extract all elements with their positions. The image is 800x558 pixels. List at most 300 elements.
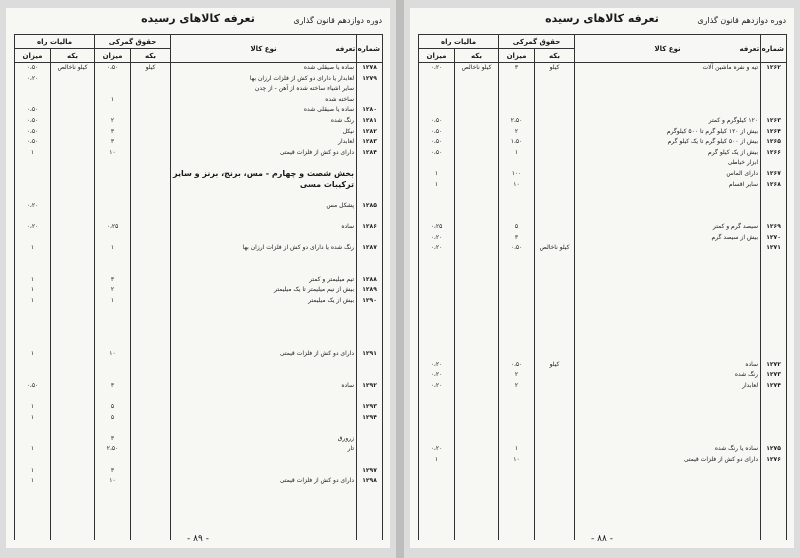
- col-road-value: میزان: [15, 49, 51, 63]
- table-row: [15, 466, 383, 477]
- table-row: [419, 127, 787, 138]
- road-tax-unit: [51, 455, 95, 466]
- tariff-code: [761, 402, 787, 413]
- table-row: [419, 74, 787, 85]
- item-description: [171, 455, 357, 466]
- customs-unit: [535, 296, 575, 307]
- table-row: [419, 360, 787, 371]
- tariff-code: [357, 190, 383, 201]
- table-row: [15, 402, 383, 413]
- customs-unit: [535, 476, 575, 487]
- customs-value: ۳: [499, 63, 535, 74]
- item-description: [575, 338, 761, 349]
- table-row: [15, 444, 383, 455]
- page-title: تعرفه کالاهای رسیده: [545, 12, 659, 25]
- road-tax-value: ۱: [15, 413, 51, 424]
- tariff-code: [357, 328, 383, 339]
- tariff-code: ۱۲۹۴: [357, 413, 383, 424]
- table-row: [15, 243, 383, 254]
- customs-unit: [131, 307, 171, 318]
- item-description: تیم میلیمتر و کمتر: [171, 275, 357, 286]
- item-description: [171, 338, 357, 349]
- table-row: [419, 296, 787, 307]
- table-row: [15, 211, 383, 222]
- table-row: [15, 476, 383, 487]
- road-tax-value: [419, 497, 455, 508]
- book-title: دوره دوازدهم قانون گذاری: [697, 16, 786, 25]
- customs-unit: [131, 254, 171, 265]
- table-row: [15, 413, 383, 424]
- customs-value: [95, 169, 131, 180]
- road-tax-unit: [51, 413, 95, 424]
- road-tax-value: ۱: [15, 285, 51, 296]
- tariff-code: [357, 391, 383, 402]
- tariff-code: [357, 233, 383, 244]
- col-customs: حقوق گمرکی: [95, 35, 171, 49]
- customs-unit: [535, 275, 575, 286]
- road-tax-value: [15, 307, 51, 318]
- customs-unit: [535, 211, 575, 222]
- tariff-code: ۱۲۹۸: [357, 476, 383, 487]
- road-tax-value: [15, 233, 51, 244]
- customs-unit: [131, 317, 171, 328]
- tariff-code: ۱۲۷۶: [761, 455, 787, 466]
- customs-value: [95, 190, 131, 201]
- customs-unit: [535, 349, 575, 360]
- road-tax-unit: [51, 476, 95, 487]
- item-description: ساده یا صیقلی شده: [171, 105, 357, 116]
- road-tax-value: [419, 423, 455, 434]
- tariff-code: ۱۲۷۰: [761, 233, 787, 244]
- road-tax-value: ۰،۵۰: [15, 381, 51, 392]
- customs-unit: [131, 116, 171, 127]
- customs-unit: [131, 402, 171, 413]
- item-description: دارای دو کش از فلزات قیمتی: [171, 476, 357, 487]
- table-row: [15, 254, 383, 265]
- table-row: [15, 381, 383, 392]
- col-customs-unit: بکه: [131, 49, 171, 63]
- road-tax-value: [15, 190, 51, 201]
- item-description: [575, 285, 761, 296]
- table-row: [15, 84, 383, 95]
- item-description: ابزار خیاطی: [575, 158, 761, 169]
- customs-value: [499, 508, 535, 519]
- item-description: رنگ شده: [575, 370, 761, 381]
- road-tax-value: [419, 190, 455, 201]
- road-tax-unit: [51, 402, 95, 413]
- tariff-code: [761, 275, 787, 286]
- road-tax-unit: [51, 275, 95, 286]
- customs-unit: کیلو ناخالص: [535, 243, 575, 254]
- customs-unit: [131, 391, 171, 402]
- table-row: [15, 423, 383, 434]
- item-description: [575, 508, 761, 519]
- tariff-code: [357, 254, 383, 265]
- road-tax-value: [15, 508, 51, 519]
- item-description: [575, 519, 761, 530]
- customs-value: ۲،۵۰: [499, 116, 535, 127]
- customs-value: [95, 264, 131, 275]
- customs-value: ۱: [95, 95, 131, 106]
- road-tax-value: ۰،۵۰: [419, 116, 455, 127]
- customs-unit: [535, 444, 575, 455]
- customs-unit: [535, 487, 575, 498]
- tariff-code: [357, 360, 383, 371]
- col-road: مالیات راه: [15, 35, 95, 49]
- item-description: [575, 105, 761, 116]
- item-description: [575, 434, 761, 445]
- table-row: [15, 338, 383, 349]
- table-row: [419, 158, 787, 169]
- road-tax-value: [419, 338, 455, 349]
- tariff-body-left: [15, 63, 383, 540]
- road-tax-unit: [51, 74, 95, 85]
- road-tax-value: ۰،۲۰: [419, 381, 455, 392]
- customs-unit: [131, 105, 171, 116]
- customs-value: [499, 402, 535, 413]
- road-tax-value: ۱: [15, 148, 51, 159]
- customs-unit: [131, 455, 171, 466]
- item-description: ساده: [171, 222, 357, 233]
- tariff-code: ۱۲۹۱: [357, 349, 383, 360]
- customs-value: ۲: [499, 381, 535, 392]
- tariff-code: ۱۲۸۸: [357, 275, 383, 286]
- item-description: دارای دو کش از فلزات قیمتی: [171, 148, 357, 159]
- customs-value: [499, 413, 535, 424]
- tariff-code: [761, 285, 787, 296]
- col-customs-unit: بکه: [535, 49, 575, 63]
- table-row: [15, 105, 383, 116]
- item-description: [171, 264, 357, 275]
- tariff-code: ۱۲۹۷: [357, 466, 383, 477]
- item-description: [171, 307, 357, 318]
- page-number: - ۸۹ -: [187, 534, 209, 544]
- road-tax-unit: [455, 307, 499, 318]
- tariff-code: [761, 84, 787, 95]
- item-description: [171, 402, 357, 413]
- item-description: نیکل: [171, 127, 357, 138]
- road-tax-value: ۰،۵۰: [15, 116, 51, 127]
- table-row: [15, 74, 383, 85]
- table-row: [15, 307, 383, 318]
- customs-value: ۳: [95, 137, 131, 148]
- table-row: [15, 487, 383, 498]
- customs-value: [499, 423, 535, 434]
- tariff-code: ۱۲۶۸: [761, 180, 787, 191]
- customs-unit: [535, 381, 575, 392]
- road-tax-value: [15, 455, 51, 466]
- customs-unit: [535, 201, 575, 212]
- item-description: سیصد گرم و کمتر: [575, 222, 761, 233]
- road-tax-unit: [455, 74, 499, 85]
- tariff-code: ۱۲۶۴: [761, 127, 787, 138]
- road-tax-value: ۱: [15, 444, 51, 455]
- tariff-table-left: [14, 34, 383, 540]
- road-tax-unit: [51, 508, 95, 519]
- item-description: [171, 497, 357, 508]
- customs-value: ۳: [95, 381, 131, 392]
- road-tax-unit: [51, 211, 95, 222]
- table-row: [419, 370, 787, 381]
- customs-value: ۲: [499, 127, 535, 138]
- tariff-code: ۱۲۷۸: [357, 63, 383, 74]
- customs-value: [499, 84, 535, 95]
- table-row: [419, 317, 787, 328]
- road-tax-value: ۰،۲۰: [419, 444, 455, 455]
- road-tax-unit: [51, 338, 95, 349]
- road-tax-value: ۱: [15, 275, 51, 286]
- tariff-code: [761, 74, 787, 85]
- tariff-code: ۱۲۸۷: [357, 243, 383, 254]
- road-tax-unit: [455, 211, 499, 222]
- road-tax-value: [419, 201, 455, 212]
- customs-value: [95, 254, 131, 265]
- road-tax-value: [419, 307, 455, 318]
- customs-unit: کیلو: [131, 63, 171, 74]
- item-description: [171, 317, 357, 328]
- item-description: سایر اقسام: [575, 180, 761, 191]
- road-tax-unit: [455, 328, 499, 339]
- customs-value: [499, 434, 535, 445]
- road-tax-unit: [51, 158, 95, 169]
- item-description: ۱۲۰ کیلوگرم و کمتر: [575, 116, 761, 127]
- item-description: ساده یا صیقلی شده: [171, 63, 357, 74]
- customs-unit: [535, 169, 575, 180]
- customs-value: [499, 190, 535, 201]
- tariff-code: [357, 338, 383, 349]
- customs-value: [95, 105, 131, 116]
- item-description: [575, 391, 761, 402]
- road-tax-value: ۰،۲۰: [15, 222, 51, 233]
- customs-unit: [131, 264, 171, 275]
- item-description: [575, 307, 761, 318]
- item-description: بیش از یک میلیمتر: [171, 296, 357, 307]
- road-tax-unit: [51, 317, 95, 328]
- road-tax-value: ۰،۲۰: [419, 370, 455, 381]
- road-tax-value: ۱: [15, 243, 51, 254]
- table-row: [419, 338, 787, 349]
- customs-unit: [131, 487, 171, 498]
- road-tax-unit: [51, 391, 95, 402]
- customs-value: [95, 211, 131, 222]
- customs-unit: [131, 148, 171, 159]
- tariff-code: ۱۲۶۹: [761, 222, 787, 233]
- section-heading-row: [15, 169, 383, 180]
- table-row: [15, 455, 383, 466]
- table-row: [15, 328, 383, 339]
- customs-unit: [131, 413, 171, 424]
- tariff-code: ۱۲۸۶: [357, 222, 383, 233]
- customs-value: ۲: [499, 370, 535, 381]
- customs-unit: [535, 508, 575, 519]
- road-tax-unit: [51, 95, 95, 106]
- customs-unit: [131, 444, 171, 455]
- customs-unit: [131, 434, 171, 445]
- table-row: [419, 476, 787, 487]
- road-tax-value: [419, 211, 455, 222]
- customs-value: [95, 497, 131, 508]
- road-tax-value: ۱: [15, 349, 51, 360]
- road-tax-unit: [455, 360, 499, 371]
- road-tax-unit: [455, 285, 499, 296]
- road-tax-value: [15, 169, 51, 180]
- table-row: [419, 84, 787, 95]
- tariff-code: [357, 519, 383, 530]
- road-tax-value: [15, 317, 51, 328]
- table-row: [419, 63, 787, 74]
- table-row: [419, 487, 787, 498]
- road-tax-unit: [455, 413, 499, 424]
- tariff-code: [761, 105, 787, 116]
- item-description: [171, 360, 357, 371]
- road-tax-value: [419, 158, 455, 169]
- customs-unit: [131, 84, 171, 95]
- item-description: [575, 317, 761, 328]
- road-tax-value: [419, 349, 455, 360]
- col-customs-value: میزان: [95, 49, 131, 63]
- tariff-code: ۱۲۷۲: [761, 360, 787, 371]
- road-tax-unit: [51, 370, 95, 381]
- road-tax-unit: [51, 328, 95, 339]
- road-tax-value: [419, 434, 455, 445]
- customs-value: ۵: [95, 402, 131, 413]
- customs-value: ۱۰: [95, 349, 131, 360]
- road-tax-unit: [455, 254, 499, 265]
- road-tax-value: ۰،۲۵: [419, 222, 455, 233]
- road-tax-unit: [51, 137, 95, 148]
- customs-unit: [131, 243, 171, 254]
- customs-unit: [535, 127, 575, 138]
- tariff-code: [761, 466, 787, 477]
- item-description: [575, 423, 761, 434]
- item-description: [171, 211, 357, 222]
- customs-unit: [131, 137, 171, 148]
- item-description: [575, 264, 761, 275]
- customs-unit: [535, 116, 575, 127]
- table-row: [15, 190, 383, 201]
- road-tax-value: ۱: [15, 296, 51, 307]
- table-row: [419, 413, 787, 424]
- table-row: [419, 466, 787, 477]
- road-tax-value: ۱: [15, 476, 51, 487]
- item-description: [575, 296, 761, 307]
- road-tax-value: ۰،۵۰: [419, 148, 455, 159]
- tariff-code: ۱۲۹۳: [357, 402, 383, 413]
- customs-unit: [535, 423, 575, 434]
- customs-value: ۰،۵۰: [499, 360, 535, 371]
- table-row: [15, 360, 383, 371]
- item-description: [575, 402, 761, 413]
- customs-unit: [131, 285, 171, 296]
- table-row: [15, 285, 383, 296]
- tariff-code: ۱۲۶۶: [761, 148, 787, 159]
- item-description: [575, 74, 761, 85]
- table-row: [15, 95, 383, 106]
- road-tax-unit: [455, 127, 499, 138]
- road-tax-unit: [51, 105, 95, 116]
- road-tax-unit: [455, 84, 499, 95]
- customs-unit: [535, 328, 575, 339]
- section-heading-row: [15, 180, 383, 191]
- customs-value: ۲: [95, 285, 131, 296]
- tariff-code: [761, 413, 787, 424]
- table-row: [419, 497, 787, 508]
- customs-unit: [535, 190, 575, 201]
- customs-value: [499, 338, 535, 349]
- road-tax-value: [419, 519, 455, 530]
- road-tax-unit: [51, 349, 95, 360]
- customs-value: [95, 201, 131, 212]
- road-tax-unit: [51, 487, 95, 498]
- table-row: [15, 370, 383, 381]
- road-tax-value: [15, 360, 51, 371]
- road-tax-unit: [455, 95, 499, 106]
- road-tax-value: [15, 95, 51, 106]
- customs-unit: [131, 169, 171, 180]
- road-tax-value: ۰،۲۰: [419, 63, 455, 74]
- road-tax-unit: [455, 275, 499, 286]
- col-road-unit: بکه: [51, 49, 95, 63]
- customs-value: [499, 349, 535, 360]
- customs-unit: کیلو: [535, 360, 575, 371]
- table-row: [15, 127, 383, 138]
- tariff-code: [761, 190, 787, 201]
- customs-unit: [131, 328, 171, 339]
- table-row: [419, 307, 787, 318]
- customs-unit: [131, 476, 171, 487]
- customs-value: ۱: [499, 444, 535, 455]
- road-tax-value: ۰،۲۰: [15, 74, 51, 85]
- road-tax-unit: [51, 116, 95, 127]
- table-row: [419, 508, 787, 519]
- right-page: [410, 8, 794, 548]
- item-description: [171, 466, 357, 477]
- road-tax-unit: [455, 519, 499, 530]
- item-description: تار: [171, 444, 357, 455]
- road-tax-unit: [455, 169, 499, 180]
- customs-value: [95, 370, 131, 381]
- table-row: [419, 391, 787, 402]
- tariff-code: ۱۲۶۷: [761, 169, 787, 180]
- customs-value: [95, 423, 131, 434]
- customs-value: [499, 466, 535, 477]
- customs-value: [95, 391, 131, 402]
- road-tax-unit: [455, 264, 499, 275]
- customs-value: [499, 487, 535, 498]
- customs-value: [95, 338, 131, 349]
- road-tax-value: ۰،۲۰: [419, 360, 455, 371]
- customs-value: [95, 180, 131, 191]
- road-tax-unit: [455, 296, 499, 307]
- road-tax-value: [419, 413, 455, 424]
- tariff-code: [761, 338, 787, 349]
- road-tax-unit: [455, 105, 499, 116]
- item-description: تیه و نفره ماشین آلات: [575, 63, 761, 74]
- road-tax-unit: [455, 476, 499, 487]
- tariff-code: ۱۲۸۳: [357, 137, 383, 148]
- tariff-code: [357, 455, 383, 466]
- tariff-code: [761, 423, 787, 434]
- customs-unit: [131, 222, 171, 233]
- road-tax-unit: [455, 391, 499, 402]
- road-tax-unit: [51, 434, 95, 445]
- tariff-code: [761, 254, 787, 265]
- table-row: [419, 95, 787, 106]
- item-description: [171, 413, 357, 424]
- col-code: شماره تعرفه: [357, 35, 383, 63]
- road-tax-unit: [455, 180, 499, 191]
- tariff-code: [357, 307, 383, 318]
